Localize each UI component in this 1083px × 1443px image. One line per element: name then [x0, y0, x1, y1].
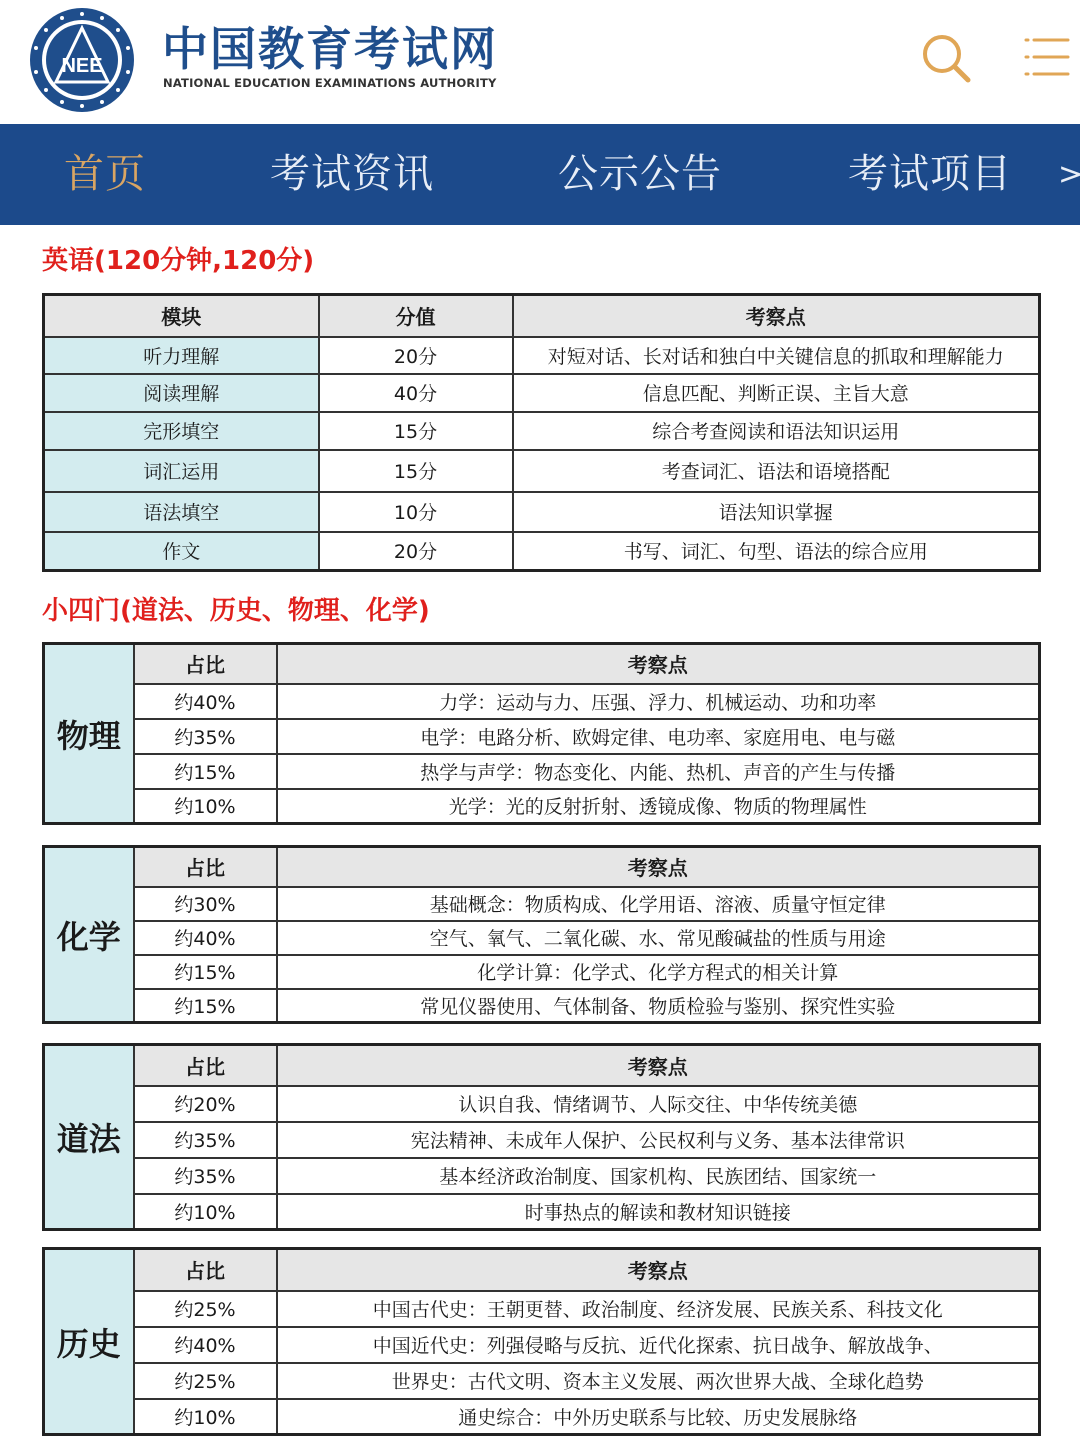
- module-cell: 词汇运用: [44, 450, 319, 492]
- nav-item-exam-projects[interactable]: 考试项目: [848, 151, 1012, 197]
- score-cell: 15分: [319, 412, 513, 450]
- focus-cell: 综合考查阅读和语法知识运用: [513, 412, 1040, 450]
- table-row: [44, 789, 1040, 824]
- table-row: [44, 1086, 1040, 1122]
- table-row: [44, 1158, 1040, 1194]
- col-header-ratio: 占比: [134, 1249, 277, 1291]
- history-table: [42, 1247, 1041, 1436]
- logo-text: NEE: [61, 55, 103, 77]
- ratio-cell: 约10%: [134, 1194, 277, 1230]
- table-header-row: [44, 1045, 1040, 1086]
- ratio-cell: 约35%: [134, 1122, 277, 1158]
- focus-cell: 书写、词汇、句型、语法的综合应用: [513, 532, 1040, 571]
- ratio-cell: 约25%: [134, 1363, 277, 1399]
- morality-law-table: [42, 1043, 1041, 1231]
- focus-cell: 中国古代史：王朝更替、政治制度、经济发展、民族关系、科技文化: [277, 1291, 1040, 1327]
- ratio-cell: 约10%: [134, 1399, 277, 1435]
- focus-cell: 语法知识掌握: [513, 492, 1040, 532]
- col-header-ratio: 占比: [134, 1045, 277, 1086]
- table-row: [44, 754, 1040, 789]
- table-row: [44, 684, 1040, 719]
- score-cell: 40分: [319, 374, 513, 412]
- table-row: [44, 492, 1040, 532]
- score-cell: 10分: [319, 492, 513, 532]
- table-row: [44, 887, 1040, 921]
- table-header-row: [44, 1249, 1040, 1291]
- ratio-cell: 约35%: [134, 719, 277, 754]
- focus-cell: 世界史：古代文明、资本主义发展、两次世界大战、全球化趋势: [277, 1363, 1040, 1399]
- nav-item-exam-news[interactable]: 考试资讯: [270, 151, 434, 197]
- nav-more-chevron-icon[interactable]: >: [1058, 157, 1083, 192]
- ratio-cell: 约15%: [134, 955, 277, 989]
- nee-logo-icon[interactable]: [28, 6, 136, 114]
- col-header-score: 分值: [319, 295, 513, 337]
- focus-cell: 通史综合：中外历史联系与比较、历史发展脉络: [277, 1399, 1040, 1435]
- subject-name-chemistry: 化学: [44, 847, 134, 1023]
- ratio-cell: 约20%: [134, 1086, 277, 1122]
- focus-cell: 对短对话、长对话和独白中关键信息的抓取和理解能力: [513, 337, 1040, 374]
- ratio-cell: 约15%: [134, 754, 277, 789]
- nav-item-home[interactable]: 首页: [64, 151, 146, 197]
- module-cell: 语法填空: [44, 492, 319, 532]
- table-row: [44, 1122, 1040, 1158]
- focus-cell: 信息匹配、判断正误、主旨大意: [513, 374, 1040, 412]
- module-cell: 作文: [44, 532, 319, 571]
- col-header-focus: 考察点: [277, 1045, 1040, 1086]
- col-header-focus: 考察点: [277, 1249, 1040, 1291]
- ratio-cell: 约25%: [134, 1291, 277, 1327]
- english-section-title: 英语(120分钟,120分): [42, 246, 315, 276]
- focus-cell: 电学：电路分析、欧姆定律、电功率、家庭用电、电与磁: [277, 719, 1040, 754]
- focus-cell: 化学计算：化学式、化学方程式的相关计算: [277, 955, 1040, 989]
- score-cell: 15分: [319, 450, 513, 492]
- ratio-cell: 约40%: [134, 1327, 277, 1363]
- focus-cell: 空气、氧气、二氧化碳、水、常见酸碱盐的性质与用途: [277, 921, 1040, 955]
- focus-cell: 中国近代史：列强侵略与反抗、近代化探索、抗日战争、解放战争、: [277, 1327, 1040, 1363]
- site-subtitle: NATIONAL EDUCATION EXAMINATIONS AUTHORITY: [163, 76, 497, 90]
- table-row: [44, 719, 1040, 754]
- main-nav: [0, 124, 1083, 225]
- search-icon[interactable]: [918, 30, 974, 86]
- table-row: [44, 1399, 1040, 1435]
- ratio-cell: 约30%: [134, 887, 277, 921]
- table-header-row: [44, 644, 1040, 684]
- physics-table: [42, 642, 1041, 825]
- focus-cell: 时事热点的解读和教材知识链接: [277, 1194, 1040, 1230]
- table-row: [44, 1363, 1040, 1399]
- col-header-ratio: 占比: [134, 644, 277, 684]
- col-header-focus: 考察点: [277, 644, 1040, 684]
- table-header-row: [44, 295, 1040, 337]
- table-header-row: [44, 847, 1040, 887]
- ratio-cell: 约40%: [134, 684, 277, 719]
- focus-cell: 考查词汇、语法和语境搭配: [513, 450, 1040, 492]
- subject-name-history: 历史: [44, 1249, 134, 1435]
- score-cell: 20分: [319, 337, 513, 374]
- focus-cell: 认识自我、情绪调节、人际交往、中华传统美德: [277, 1086, 1040, 1122]
- table-row: [44, 450, 1040, 492]
- module-cell: 听力理解: [44, 337, 319, 374]
- ratio-cell: 约40%: [134, 921, 277, 955]
- table-row: [44, 412, 1040, 450]
- focus-cell: 光学：光的反射折射、透镜成像、物质的物理属性: [277, 789, 1040, 824]
- table-row: [44, 989, 1040, 1023]
- site-header: [0, 0, 1080, 124]
- table-row: [44, 337, 1040, 374]
- ratio-cell: 约35%: [134, 1158, 277, 1194]
- ratio-cell: 约15%: [134, 989, 277, 1023]
- table-row: [44, 955, 1040, 989]
- english-table: [42, 293, 1041, 572]
- menu-icon[interactable]: [1022, 32, 1072, 82]
- subject-name-morality-law: 道法: [44, 1045, 134, 1230]
- focus-cell: 基本经济政治制度、国家机构、民族团结、国家统一: [277, 1158, 1040, 1194]
- table-row: [44, 1327, 1040, 1363]
- nav-item-announcements[interactable]: 公示公告: [558, 151, 722, 197]
- focus-cell: 力学：运动与力、压强、浮力、机械运动、功和功率: [277, 684, 1040, 719]
- table-row: [44, 1194, 1040, 1230]
- col-header-ratio: 占比: [134, 847, 277, 887]
- table-row: [44, 921, 1040, 955]
- score-cell: 20分: [319, 532, 513, 571]
- table-row: [44, 1291, 1040, 1327]
- minor-section-title: 小四门(道法、历史、物理、化学): [42, 596, 430, 626]
- site-title[interactable]: 中国教育考试网: [162, 22, 498, 76]
- col-header-focus: 考察点: [513, 295, 1040, 337]
- table-row: [44, 374, 1040, 412]
- subject-name-physics: 物理: [44, 644, 134, 824]
- col-header-module: 模块: [44, 295, 319, 337]
- focus-cell: 常见仪器使用、气体制备、物质检验与鉴别、探究性实验: [277, 989, 1040, 1023]
- ratio-cell: 约10%: [134, 789, 277, 824]
- module-cell: 完形填空: [44, 412, 319, 450]
- chemistry-table: [42, 845, 1041, 1024]
- focus-cell: 热学与声学：物态变化、内能、热机、声音的产生与传播: [277, 754, 1040, 789]
- module-cell: 阅读理解: [44, 374, 319, 412]
- table-row: [44, 532, 1040, 571]
- focus-cell: 宪法精神、未成年人保护、公民权利与义务、基本法律常识: [277, 1122, 1040, 1158]
- focus-cell: 基础概念：物质构成、化学用语、溶液、质量守恒定律: [277, 887, 1040, 921]
- col-header-focus: 考察点: [277, 847, 1040, 887]
